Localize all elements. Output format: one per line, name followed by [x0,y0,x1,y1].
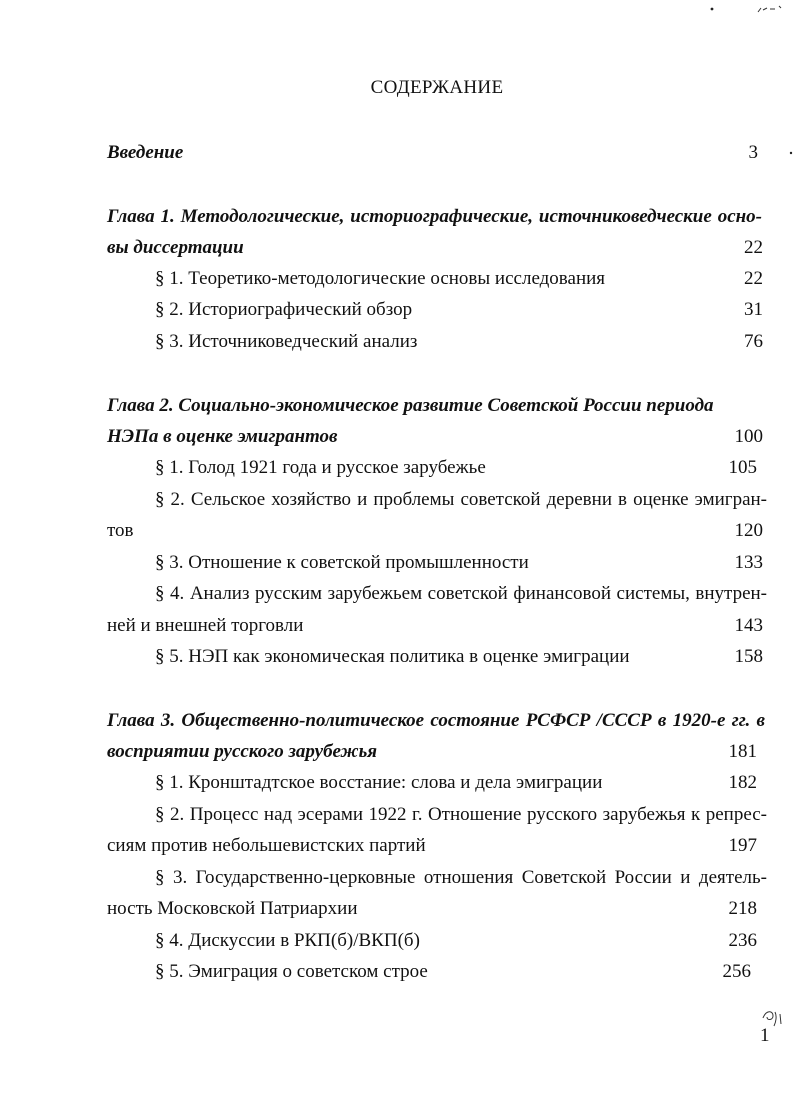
ch1-section-2-label: § 2. Историографический обзор [155,299,413,320]
ch2-section-2-line2: тов [107,520,134,541]
chapter-2-title-line2: НЭПа в оценке эмигрантов [107,426,338,447]
ch2-section-5-page: 158 [734,646,763,667]
ch3-section-2-page: 197 [728,835,757,856]
ch3-section-2-line2: сиям против небольшевистских партий [107,835,426,856]
chapter-3-page: 181 [728,741,757,762]
toc-intro-label: Введение [107,142,184,163]
chapter-1-title-line1: Глава 1. Методологические, историографические, источниковедческие осно- [107,206,762,227]
ch2-section-5-label: § 5. НЭП как экономическая политика в оценке эмиграции [155,646,630,667]
chapter-1-page: 22 [744,237,763,258]
ch1-section-1-label: § 1. Теоретико-методологические основы исследования [155,268,606,289]
ch2-section-4-page: 143 [734,615,763,636]
ch3-section-1-page: 182 [728,772,757,793]
chapter-3-title-line1: Глава 3. Общественно-политическое состояние РСФСР /СССР в 1920-е гг. в [107,710,765,731]
ch3-section-1-label: § 1. Кронштадтское восстание: слова и дела эмиграции [155,772,603,793]
ch2-section-1-page: 105 [728,457,757,478]
scan-speck [788,150,794,156]
ch3-section-3-line1: § 3. Государственно-церковные отношения Советской России и деятель- [155,867,767,888]
ch3-section-5-page: 256 [722,961,751,982]
toc-intro-page: 3 [748,142,758,163]
ch1-section-3-page: 76 [744,331,763,352]
ch2-section-2-line1: § 2. Сельское хозяйство и проблемы советской деревни в оценке эмигран- [155,489,767,510]
ch2-section-2-page: 120 [734,520,763,541]
ch1-section-1-page: 22 [744,268,763,289]
ch1-section-3-label: § 3. Источниковедческий анализ [155,331,418,352]
ch3-section-4-page: 236 [728,930,757,951]
ch3-section-2-line1: § 2. Процесс над эсерами 1922 г. Отношение русского зарубежья к репрес- [155,804,767,825]
chapter-2-page: 100 [734,426,763,447]
page-number: 1 [760,1025,770,1046]
ch2-section-4-line2: ней и внешней торговли [107,615,304,636]
ch3-section-5-label: § 5. Эмиграция о советском строе [155,961,428,982]
ch3-section-3-page: 218 [728,898,757,919]
ch2-section-3-label: § 3. Отношение к советской промышленности [155,552,529,573]
ch1-section-2-page: 31 [744,299,763,320]
chapter-2-title-line1: Глава 2. Социально-экономическое развитие Советской России периода [107,395,714,416]
ch2-section-3-page: 133 [734,552,763,573]
scan-marks [700,0,798,20]
ch3-section-3-line2: ность Московской Патриархии [107,898,358,919]
page-title: СОДЕРЖАНИЕ [370,77,504,98]
chapter-1-title-line2: вы диссертации [107,237,244,258]
ch2-section-1-label: § 1. Голод 1921 года и русское зарубежье [155,457,486,478]
chapter-3-title-line2: восприятии русского зарубежья [107,741,378,762]
ch2-section-4-line1: § 4. Анализ русским зарубежьем советской финансовой системы, внутрен- [155,583,767,604]
ch3-section-4-label: § 4. Дискуссии в РКП(б)/ВКП(б) [155,930,420,951]
